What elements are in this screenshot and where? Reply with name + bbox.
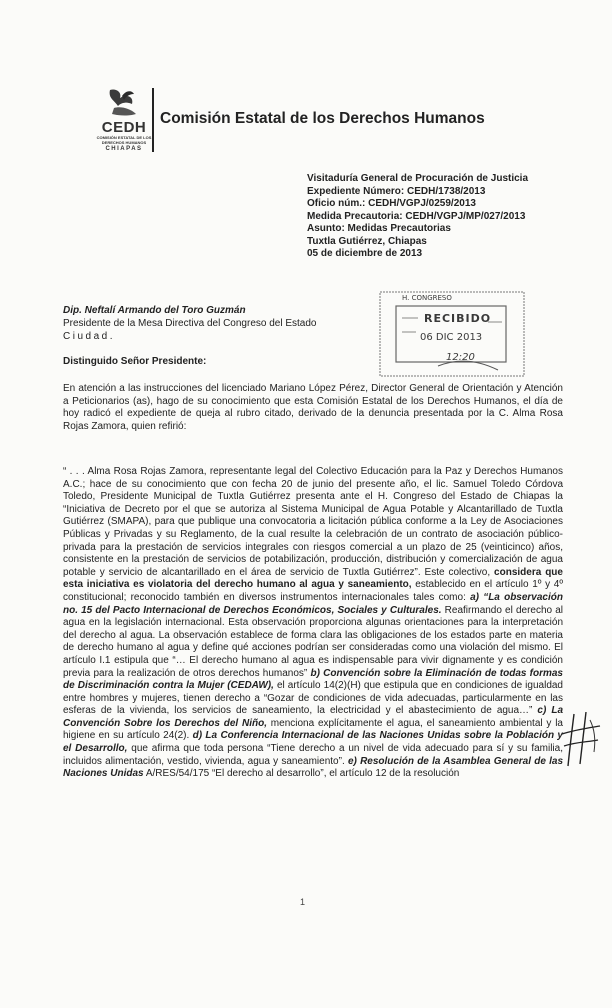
logo-subtitle: COMISIÓN ESTATAL DE LOS DERECHOS HUMANOS bbox=[96, 135, 152, 145]
dove-icon bbox=[100, 86, 148, 122]
quote-bold-1: considera que esta iniciativa es violatoria del derecho humano al agua y saneamiento, bbox=[63, 566, 563, 591]
ref-office-number: Oficio núm.: CEDH/VGPJ/0259/2013 bbox=[307, 198, 476, 209]
ref-file-number: Expediente Número: CEDH/1738/2013 bbox=[307, 185, 486, 197]
stamp-org: H. CONGRESO bbox=[402, 294, 452, 302]
quote-instrument-b: b) Convención sobre la Eliminación de todas formas de Discriminación contra la Mujer (CEDAW), bbox=[63, 667, 563, 692]
quote-text-6: que afirma que toda persona “Tiene derecho a un nivel de vida adecuado para sí y su familia, incluidos alimentación, vestido, vivienda, agua y saneamiento”. bbox=[63, 743, 563, 767]
reception-stamp bbox=[378, 288, 526, 380]
quote-text-5: menciona explícitamente el agua, el saneamiento ambiental y la higiene en su artículo 24(2). bbox=[63, 717, 563, 742]
addressee-position: Presidente de la Mesa Directiva del Congreso del Estado bbox=[63, 318, 317, 329]
ref-precautionary-measure: Medida Precautoria: CEDH/VGPJ/MP/027/2013 bbox=[307, 210, 526, 222]
organization-name: Comisión Estatal de los Derechos Humanos bbox=[160, 110, 485, 127]
ref-date: 05 de diciembre de 2013 bbox=[307, 248, 423, 259]
handwritten-signature bbox=[560, 712, 602, 768]
quote-text-1: “ . . . Alma Rosa Rojas Zamora, representante legal del Colectivo Educación para la Paz y Derechos Humanos A.C.; hace de su conocimiento que con fecha 20 de junio del presente año, el lic. Samuel Toledo Córdova Toledo, Presidente Municipal de Tuxtla Gutiérrez presenta ante el H. Congreso del Estado de Chiapas la “Iniciativa de Decreto por el que se autoriza al Sistema Municipal de Agua Potable y Alcantarillado de Tuxtla Gutiérrez (SMAPA), para que publique una convocatoria a licitación pública conforme a la Ley de Asociaciones Públicas y Privadas y su Reglamento, de la cual resulte la celebración de un contrato de asociación público-privada para la prestación de servicios integrales con riesgos comercial a un plazo de 25 (veinticinco) años, consistente en la prestación de servicios de potabilización, producción, distribución y comercialización de agua potable y servicio de alcantarillado en el área de servicio de Tuxtla Gutiérrez”. Este colectivo, bbox=[63, 466, 563, 578]
paragraph-quote bbox=[63, 466, 563, 781]
logo-acronym: CEDH bbox=[101, 119, 147, 136]
stamp-date: 06 DIC 2013 bbox=[420, 332, 483, 343]
ref-department: Visitaduría General de Procuración de Justicia bbox=[307, 173, 529, 184]
addressee-block bbox=[63, 304, 316, 343]
logo-wordmark bbox=[96, 120, 152, 153]
stamp-time: 12:20 bbox=[446, 352, 475, 363]
salutation: Distinguido Señor Presidente: bbox=[63, 356, 207, 367]
ref-place: Tuxtla Gutiérrez, Chiapas bbox=[307, 235, 427, 247]
quote-text-7: A/RES/54/175 “El derecho al desarrollo”, el artículo 12 de la resolución bbox=[143, 768, 460, 780]
addressee-name: Dip. Neftalí Armando del Toro Guzmán bbox=[63, 305, 246, 316]
quote-text-4: el artículo 14(2)(H) que estipula que en condiciones de igualdad entre hombres y mujeres, tienen derecho a “Gozar de condiciones de vida adecuadas, particularmente en las esferas de la vivienda, los servicios de saneamiento, la electricidad y el abastecimiento de agua…” bbox=[63, 680, 563, 717]
page-number: 1 bbox=[300, 897, 306, 907]
quote-instrument-e: e) Resolución de la Asamblea General de las Naciones Unidas bbox=[63, 755, 564, 780]
logo-state: CHIAPAS bbox=[105, 146, 143, 152]
quote-text-3: Reafirmando el derecho al agua en la legislación internacional. Esta observación proporciona algunas orientaciones para la interpretación del derecho al agua. La observación establece de forma clara las obligaciones de los estados parte en materia de derecho humano al agua y define qué acciones podrían ser consideradas como una violación del mismo. El artículo I.1 estipula que “… El derecho humano al agua es indispensable para vivir dignamente y es condición previa para la realización de otros derechos humanos” bbox=[63, 604, 564, 679]
stamp-received: RECIBIDO bbox=[424, 312, 492, 325]
quote-instrument-d: d) La Conferencia Internacional de las Naciones Unidas sobre la Población y el Desarrollo, bbox=[63, 730, 563, 755]
header-divider bbox=[152, 88, 154, 152]
addressee-city: Ciudad. bbox=[63, 331, 115, 342]
quote-instrument-a: a) “La observación no. 15 del Pacto Internacional de Derechos Económicos, Sociales y Culturales. bbox=[63, 591, 563, 616]
reference-block bbox=[307, 173, 528, 261]
paragraph-intro: En atención a las instrucciones del licenciado Mariano López Pérez, Director General de Orientación y Atención a Peticionarios (as), hago de su conocimiento que esta Comisión Estatal de los Derechos Humanos, el día de hoy radicó el expediente de queja al rubro citado, derivado de la denuncia presentada por la C. Alma Rosa Rojas Zamora, quien refirió: bbox=[63, 383, 563, 432]
quote-text-2: establecido en el artículo 1º y 4º constitucional; reconocido también en diversos instrumentos internacionales tales como: bbox=[63, 579, 563, 603]
ref-subject: Asunto: Medidas Precautorias bbox=[307, 223, 451, 234]
quote-instrument-c: c) La Convención Sobre los Derechos del Niño, bbox=[63, 705, 564, 729]
